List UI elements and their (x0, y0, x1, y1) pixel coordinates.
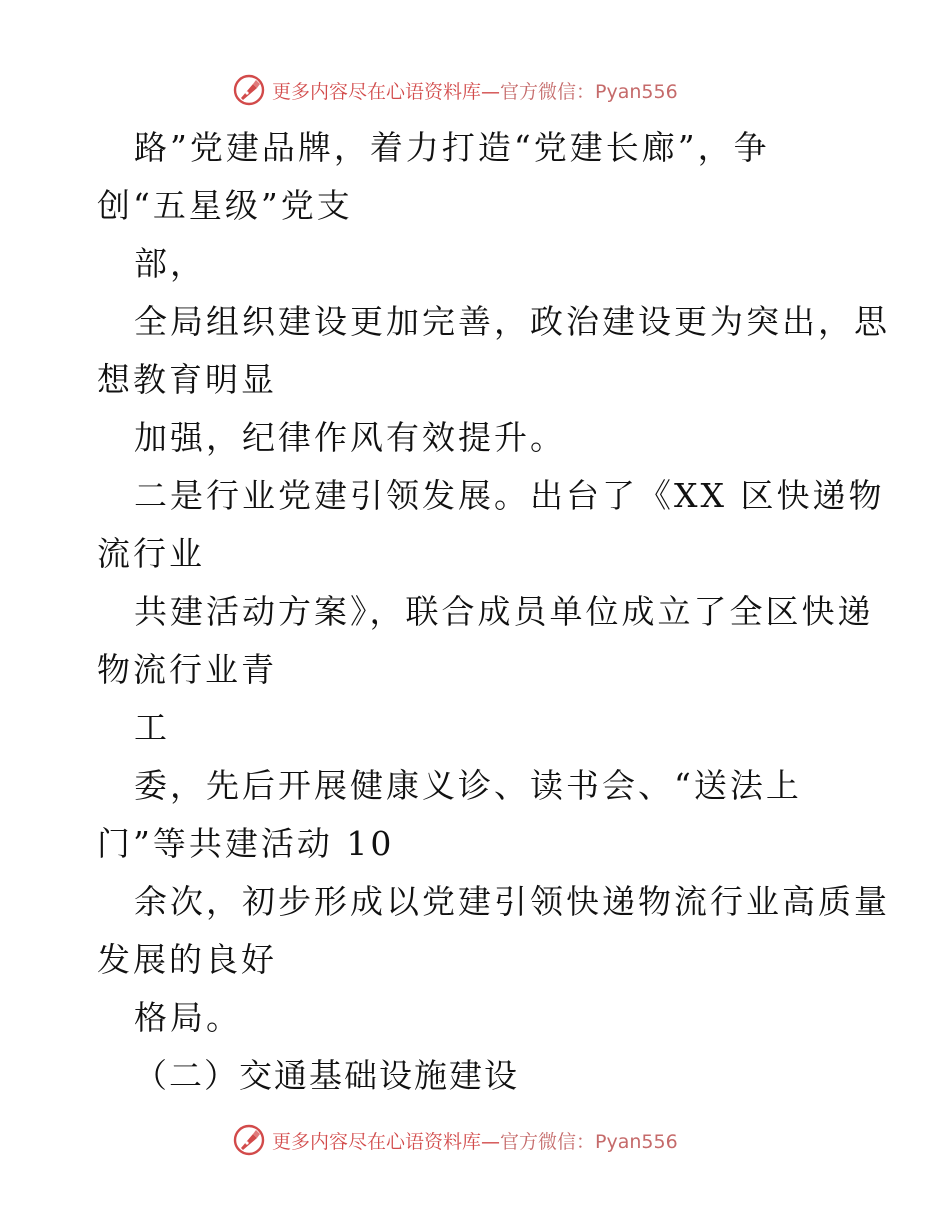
section-heading: （二）交通基础设施建设 (134, 1056, 519, 1095)
text-line: 发展的良好 (97, 940, 277, 979)
text-line: 全局组织建设更加完善，政治建设更为突出，思 (134, 302, 890, 341)
header-banner-sep: — (481, 80, 501, 103)
text-line: 创“五星级”党支 (97, 186, 353, 225)
text-line: 二是行业党建引领发展。出台了《XX 区快递物 (134, 476, 885, 515)
text-line: 加强，纪律作风有效提升。 (134, 418, 566, 457)
footer-banner (232, 1122, 678, 1158)
text-line: 部， (134, 244, 206, 283)
text-line: 工 (134, 708, 170, 747)
text-line: 委，先后开展健康义诊、读书会、“送法上 (134, 766, 802, 805)
text-line: 余次，初步形成以党建引领快递物流行业高质量 (134, 882, 890, 921)
text-line: 物流行业青 (97, 650, 277, 689)
text-line: 共建活动方案》，联合成员单位成立了全区快递 (134, 592, 874, 631)
header-banner-wechat: 官方微信：Pyan556 (500, 80, 678, 103)
text-line: 门”等共建活动 10 (97, 824, 395, 863)
header-banner (232, 72, 678, 108)
text-line: 想教育明显 (97, 360, 277, 399)
text-line: 路”党建品牌，着力打造“党建长廊”，争 (134, 128, 770, 167)
text-line: 格局。 (134, 998, 242, 1037)
footer-banner-main: 更多内容尽在心语资料库 (272, 1130, 482, 1153)
footer-banner-sep: — (481, 1130, 501, 1153)
header-banner-main: 更多内容尽在心语资料库 (272, 80, 482, 103)
footer-banner-wechat: 官方微信：Pyan556 (500, 1130, 678, 1153)
pen-nib-logo-icon (232, 73, 266, 107)
pen-nib-logo-icon (232, 1123, 266, 1157)
text-line: 流行业 (97, 534, 205, 573)
